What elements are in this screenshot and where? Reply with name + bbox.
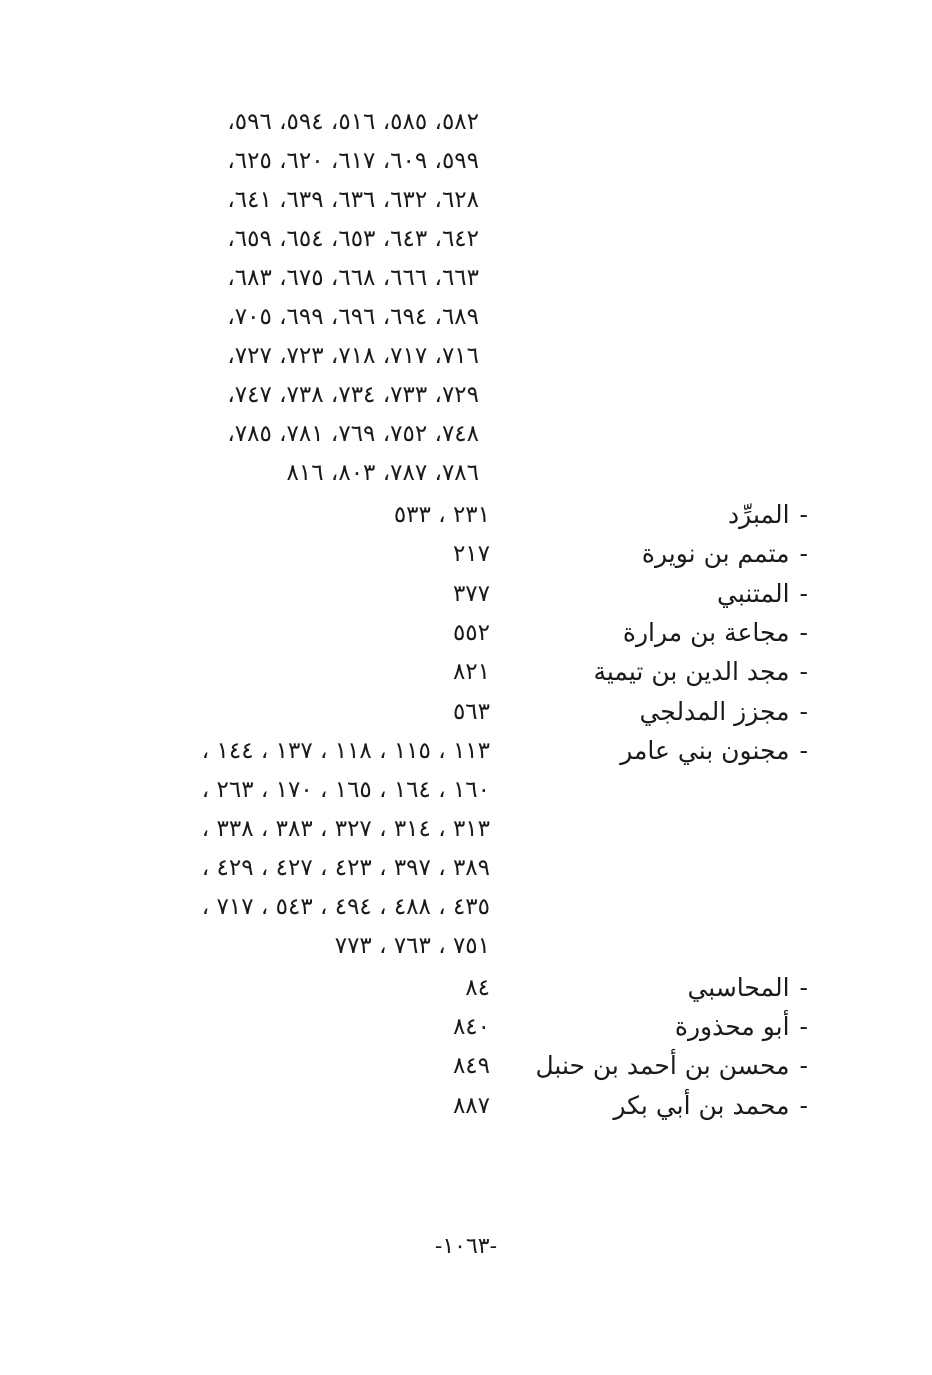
page-refs-line: ٧٤٨، ٧٥٢، ٧٦٩، ٧٨١، ٧٨٥، bbox=[227, 421, 479, 447]
page-refs-line: ٦٢٨، ٦٣٢، ٦٣٦، ٦٣٩، ٦٤١، bbox=[227, 187, 479, 213]
entry-name bbox=[518, 693, 808, 731]
entry-pages: ٣٨٩ ، ٣٩٧ ، ٤٢٣ ، ٤٢٧ ، ٤٢٩ ، bbox=[201, 855, 490, 881]
entry-name bbox=[518, 496, 808, 534]
entry-name-text: المتنبي bbox=[717, 579, 790, 608]
page-refs-line: ٦٦٣، ٦٦٦، ٦٦٨، ٦٧٥، ٦٨٣، bbox=[227, 265, 479, 291]
entry-dash: - bbox=[799, 1091, 808, 1120]
page-refs-line: ٧٨٦، ٧٨٧، ٨٠٣، ٨١٦ bbox=[286, 460, 479, 486]
entry-name-text: محسن بن أحمد بن حنبل bbox=[535, 1051, 790, 1080]
page-refs-line: ٥٨٢، ٥٨٥، ٥١٦، ٥٩٤، ٥٩٦، bbox=[227, 109, 479, 135]
entry-dash: - bbox=[799, 973, 808, 1002]
entry-name bbox=[518, 732, 808, 770]
page-refs-line: ٧١٦، ٧١٧، ٧١٨، ٧٢٣، ٧٢٧، bbox=[227, 343, 479, 369]
entry-dash: - bbox=[799, 500, 808, 529]
entry-name bbox=[518, 1047, 808, 1085]
entry-dash: - bbox=[799, 1012, 808, 1041]
entry-pages: ٤٣٥ ، ٤٨٨ ، ٤٩٤ ، ٥٤٣ ، ٧١٧ ، bbox=[201, 894, 490, 920]
entry-pages: ٥٥٢ bbox=[452, 620, 490, 646]
entry-name-text: أبو محذورة bbox=[674, 1012, 790, 1041]
entry-dash: - bbox=[799, 736, 808, 765]
entry-name bbox=[518, 653, 808, 691]
entry-dash: - bbox=[799, 618, 808, 647]
entry-name bbox=[518, 575, 808, 613]
entry-pages: ٨٤٩ bbox=[452, 1053, 490, 1079]
entry-pages: ١١٣ ، ١١٥ ، ١١٨ ، ١٣٧ ، ١٤٤ ، bbox=[201, 738, 490, 764]
entry-name-text: مجاعة بن مرارة bbox=[622, 618, 790, 647]
page-number: -١٠٦٣- bbox=[434, 1234, 498, 1259]
entry-name bbox=[518, 1008, 808, 1046]
entry-name bbox=[518, 535, 808, 573]
entry-pages: ٢٣١ ، ٥٣٣ bbox=[393, 502, 490, 528]
page-refs-line: ٦٤٢، ٦٤٣، ٦٥٣، ٦٥٤، ٦٥٩، bbox=[227, 226, 479, 252]
entry-pages: ٨٨٧ bbox=[452, 1093, 490, 1119]
entry-pages: ٥٦٣ bbox=[452, 699, 490, 725]
entry-name bbox=[518, 614, 808, 652]
entry-pages: ١٦٠ ، ١٦٤ ، ١٦٥ ، ١٧٠ ، ٢٦٣ ، bbox=[201, 777, 490, 803]
entry-name-text: المحاسبي bbox=[687, 973, 790, 1002]
entry-pages: ٧٥١ ، ٧٦٣ ، ٧٧٣ bbox=[334, 933, 490, 959]
page-refs-line: ٦٨٩، ٦٩٤، ٦٩٦، ٦٩٩، ٧٠٥، bbox=[227, 304, 479, 330]
entry-dash: - bbox=[799, 657, 808, 686]
page-refs-line: ٧٢٩، ٧٣٣، ٧٣٤، ٧٣٨، ٧٤٧، bbox=[227, 382, 479, 408]
entry-pages: ٢١٧ bbox=[452, 541, 490, 567]
entry-dash: - bbox=[799, 539, 808, 568]
entry-name-text: مجنون بني عامر bbox=[620, 736, 790, 765]
entry-name-text: مجد الدين بن تيمية bbox=[593, 657, 790, 686]
entry-name-text: متمم بن نويرة bbox=[641, 539, 790, 568]
entry-pages: ٨٤ bbox=[465, 975, 490, 1001]
entry-name bbox=[518, 1087, 808, 1125]
entry-dash: - bbox=[799, 1051, 808, 1080]
entry-pages: ٨٤٠ bbox=[452, 1014, 490, 1040]
entry-dash: - bbox=[799, 697, 808, 726]
entry-pages: ٣١٣ ، ٣١٤ ، ٣٢٧ ، ٣٨٣ ، ٣٣٨ ، bbox=[201, 816, 490, 842]
entry-name-text: محمد بن أبي بكر bbox=[613, 1091, 790, 1120]
entry-name-text: مجزز المدلجي bbox=[639, 697, 790, 726]
entry-pages: ٨٢١ bbox=[452, 659, 490, 685]
entry-dash: - bbox=[799, 579, 808, 608]
page-refs-line: ٥٩٩، ٦٠٩، ٦١٧، ٦٢٠، ٦٢٥، bbox=[227, 148, 479, 174]
entry-name-text: المبرِّد bbox=[728, 500, 790, 529]
entry-pages: ٣٧٧ bbox=[452, 581, 490, 607]
entry-name bbox=[518, 969, 808, 1007]
